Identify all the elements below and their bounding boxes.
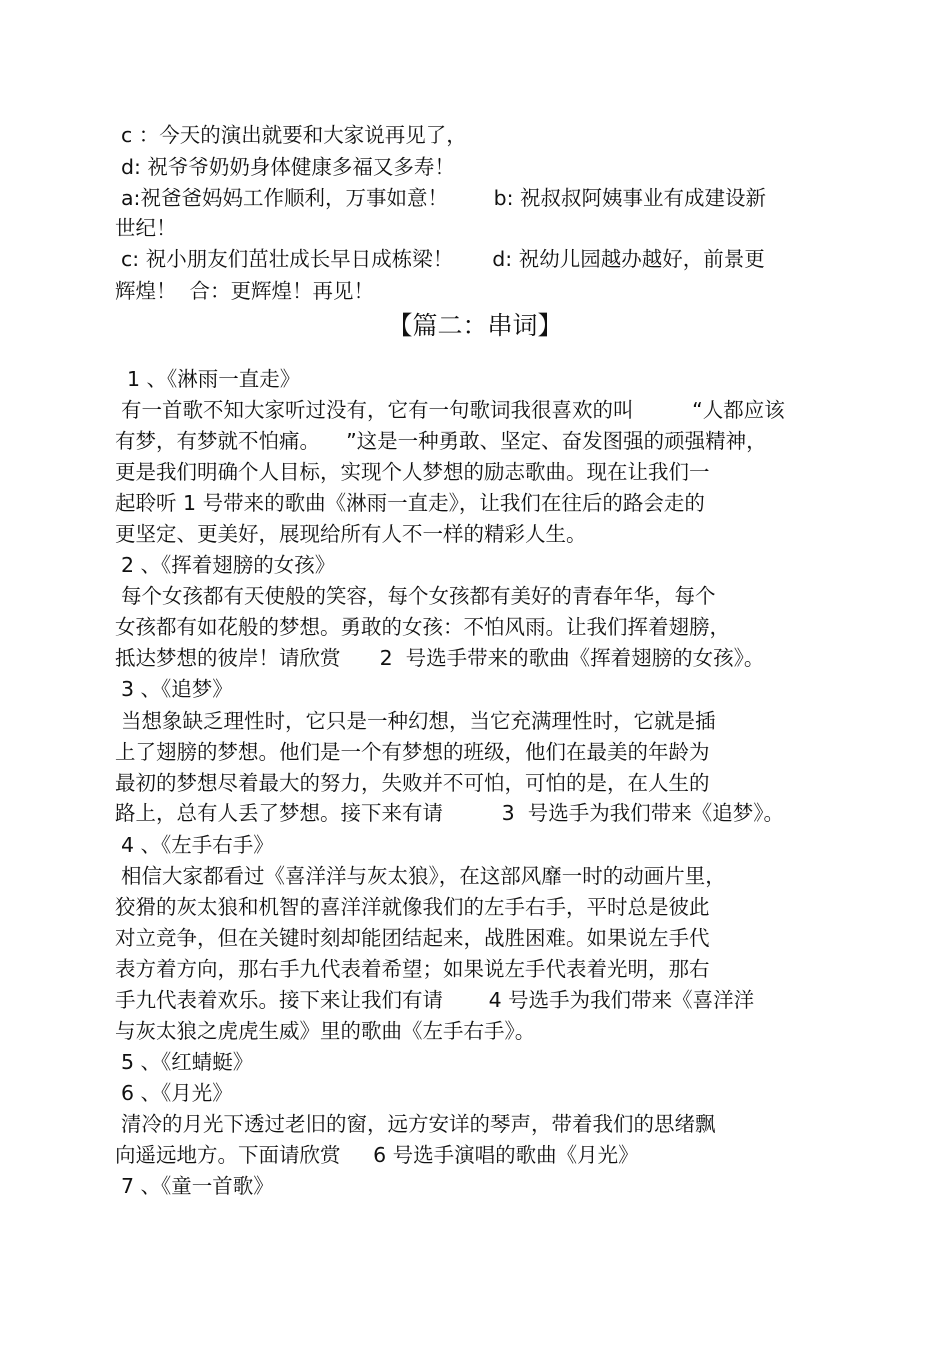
paragraph-line: 手九代表着欢乐。接下来让我们有请 4 号选手为我们带来《喜洋洋 <box>115 988 755 1012</box>
paragraph-line: 有一首歌不知大家听过没有，它有一句歌词我很喜欢的叫 “人都应该 <box>121 398 785 422</box>
paragraph-line: 更坚定、更美好，展现给所有人不一样的精彩人生。 <box>115 522 587 546</box>
song-3-title: 3 、《追梦》 <box>121 677 233 701</box>
paragraph-line: 上了翅膀的梦想。他们是一个有梦想的班级，他们在最美的年龄为 <box>115 740 710 764</box>
section-title: 【篇二：串词】 <box>387 311 563 340</box>
song-5-title: 5 、《红蜻蜓》 <box>121 1050 254 1074</box>
paragraph-line: 与灰太狼之虎虎生威》里的歌曲《左手右手》。 <box>115 1019 536 1043</box>
closing-line-c: c ：今天的演出就要和大家说再见了， <box>121 123 467 147</box>
paragraph-line: 狡猾的灰太狼和机智的喜洋洋就像我们的左手右手，平时总是彼此 <box>115 895 710 919</box>
closing-line-cd: c: 祝小朋友们茁壮成长早日成栋梁！ d: 祝幼儿园越办越好，前景更 <box>121 247 765 271</box>
song-4-title: 4 、《左手右手》 <box>121 833 274 857</box>
paragraph-line: 清冷的月光下透过老旧的窗，远方安详的琴声，带着我们的思绪飘 <box>121 1112 716 1136</box>
paragraph-line: 女孩都有如花般的梦想。勇敢的女孩：不怕风雨。让我们挥着翅膀， <box>115 615 730 639</box>
paragraph-line: 对立竞争，但在关键时刻却能团结起来，战胜困难。如果说左手代 <box>115 926 710 950</box>
song-7-title: 7 、《童一首歌》 <box>121 1174 274 1198</box>
paragraph-line: 表方着方向，那右手九代表着希望；如果说左手代表着光明，那右 <box>115 957 710 981</box>
closing-line-ab: a:祝爸爸妈妈工作顺利，万事如意！ b: 祝叔叔阿姨事业有成建设新 <box>121 186 767 210</box>
closing-line-farewell: 辉煌！ 合：更辉煌！再见！ <box>115 279 375 303</box>
paragraph-line: 更是我们明确个人目标，实现个人梦想的励志歌曲。现在让我们一 <box>115 460 710 484</box>
paragraph-line: 向遥远地方。下面请欣赏 6 号选手演唱的歌曲《月光》 <box>115 1143 639 1167</box>
song-2-title: 2 、《挥着翅膀的女孩》 <box>121 553 336 577</box>
paragraph-line: 路上，总有人丢了梦想。接下来有请 3 号选手为我们带来《追梦》。 <box>115 801 784 825</box>
song-1-title: 1 、《淋雨一直走》 <box>127 367 301 391</box>
paragraph-line: 当想象缺乏理性时，它只是一种幻想，当它充满理性时，它就是插 <box>121 709 716 733</box>
closing-line-d: d: 祝爷爷奶奶身体健康多福又多寿！ <box>121 155 455 179</box>
paragraph-line: 相信大家都看过《喜洋洋与灰太狼》，在这部风靡一时的动画片里， <box>121 864 726 888</box>
paragraph-line: 有梦，有梦就不怕痛。 ”这是一种勇敢、坚定、奋发图强的顽强精神， <box>115 429 767 453</box>
song-6-title: 6 、《月光》 <box>121 1081 233 1105</box>
paragraph-line: 抵达梦想的彼岸！请欣赏 2 号选手带来的歌曲《挥着翅膀的女孩》。 <box>115 646 765 670</box>
paragraph-line: 每个女孩都有天使般的笑容，每个女孩都有美好的青春年华，每个 <box>121 584 716 608</box>
closing-line-ab-cont: 世纪！ <box>115 216 177 240</box>
paragraph-line: 最初的梦想尽着最大的努力，失败并不可怕，可怕的是，在人生的 <box>115 771 710 795</box>
paragraph-line: 起聆听 1 号带来的歌曲《淋雨一直走》，让我们在往后的路会走的 <box>115 491 705 515</box>
